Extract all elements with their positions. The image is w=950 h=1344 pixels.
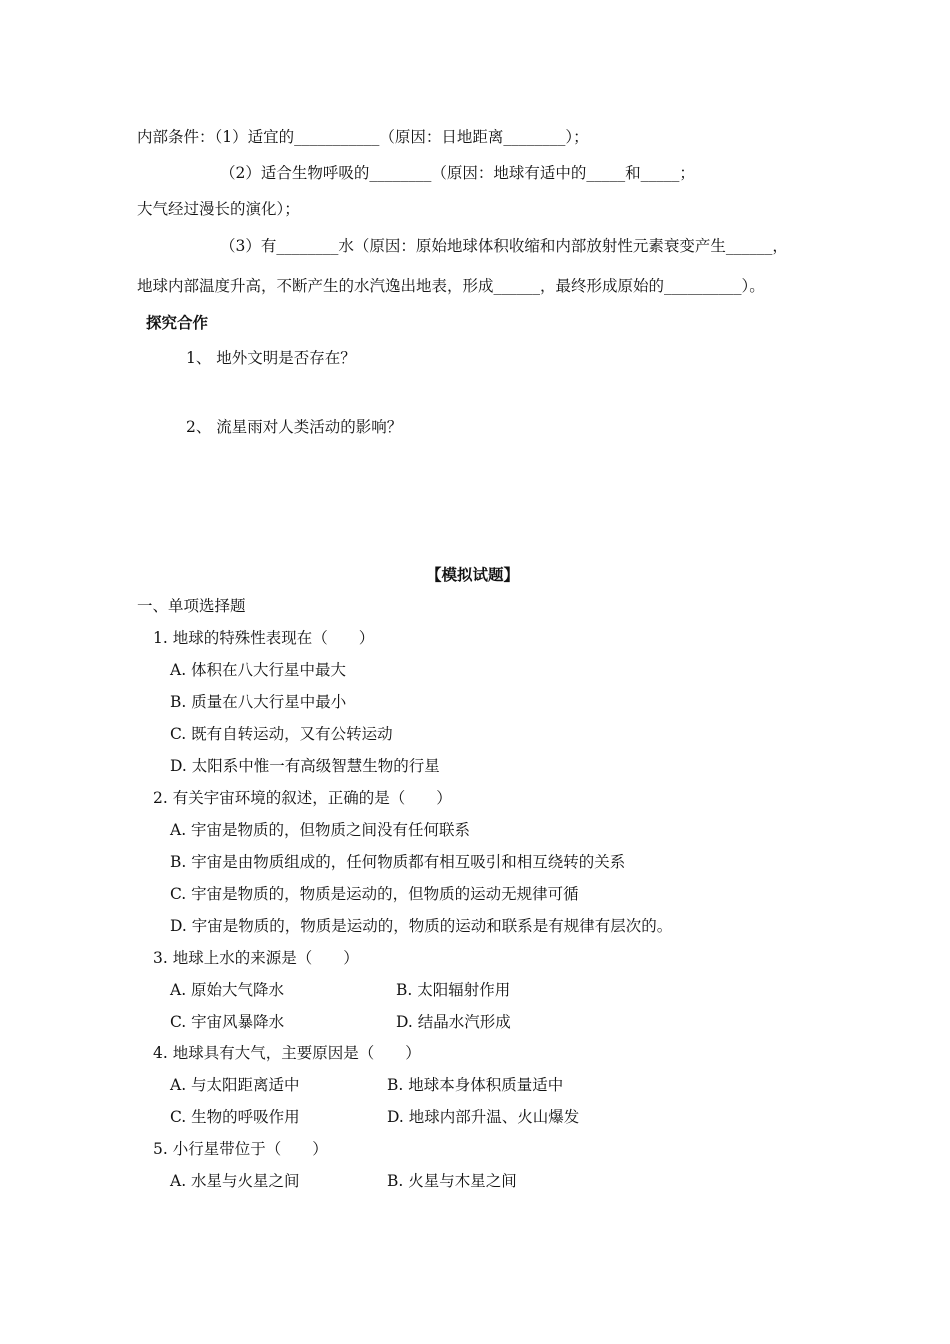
mock-title: 【模拟试题】	[426, 566, 520, 584]
q2-stem: 2. 有关宇宙环境的叙述，正确的是（ ）	[153, 789, 452, 807]
q3-option-a: A. 原始大气降水	[170, 981, 285, 999]
q2-option-b: B. 宇宙是由物质组成的，任何物质都有相互吸引和相互绕转的关系	[170, 853, 626, 871]
q3-option-d: D. 结晶水汽形成	[396, 1013, 511, 1031]
condition-line-1: 内部条件：（1）适宜的___________（原因：日地距离________）；	[137, 128, 589, 146]
q5-option-b: B. 火星与木星之间	[387, 1172, 517, 1190]
q4-option-c: C. 生物的呼吸作用	[170, 1108, 300, 1126]
q1-option-c: C. 既有自转运动，又有公转运动	[170, 725, 393, 743]
condition-line-4: （3）有________水（原因：原始地球体积收缩和内部放射性元素衰变产生______，	[220, 237, 788, 255]
q3-option-c: C. 宇宙风暴降水	[170, 1013, 285, 1031]
q5-option-a: A. 水星与火星之间	[170, 1172, 300, 1190]
q3-option-b: B. 太阳辐射作用	[396, 981, 511, 999]
q4-option-d: D. 地球内部升温、火山爆发	[387, 1108, 580, 1126]
condition-line-2: （2）适合生物呼吸的________（原因：地球有适中的_____和_____；	[220, 164, 695, 182]
explore-heading: 探究合作	[146, 314, 209, 332]
q4-stem: 4. 地球具有大气，主要原因是（ ）	[153, 1044, 421, 1062]
section-heading: 一、单项选择题	[137, 597, 246, 615]
explore-question-1: 1、 地外文明是否存在？	[186, 349, 356, 367]
q5-stem: 5. 小行星带位于（ ）	[153, 1140, 328, 1158]
q1-option-a: A. 体积在八大行星中最大	[170, 661, 347, 679]
q1-stem: 1. 地球的特殊性表现在（ ）	[153, 629, 375, 647]
q1-option-b: B. 质量在八大行星中最小	[170, 693, 347, 711]
q1-option-d: D. 太阳系中惟一有高级智慧生物的行星	[170, 757, 440, 775]
condition-line-3: 大气经过漫长的演化）；	[137, 200, 300, 218]
q2-option-a: A. 宇宙是物质的，但物质之间没有任何联系	[170, 821, 471, 839]
q3-stem: 3. 地球上水的来源是（ ）	[153, 949, 359, 967]
q4-option-b: B. 地球本身体积质量适中	[387, 1076, 564, 1094]
q2-option-c: C. 宇宙是物质的，物质是运动的，但物质的运动无规律可循	[170, 885, 579, 903]
q4-option-a: A. 与太阳距离适中	[170, 1076, 300, 1094]
explore-question-2: 2、 流星雨对人类活动的影响？	[186, 418, 403, 436]
q2-option-d: D. 宇宙是物质的，物质是运动的，物质的运动和联系是有规律有层次的。	[170, 917, 673, 935]
condition-line-5: 地球内部温度升高，不断产生的水汽逸出地表，形成______，最终形成原始的__________）。	[137, 277, 765, 295]
